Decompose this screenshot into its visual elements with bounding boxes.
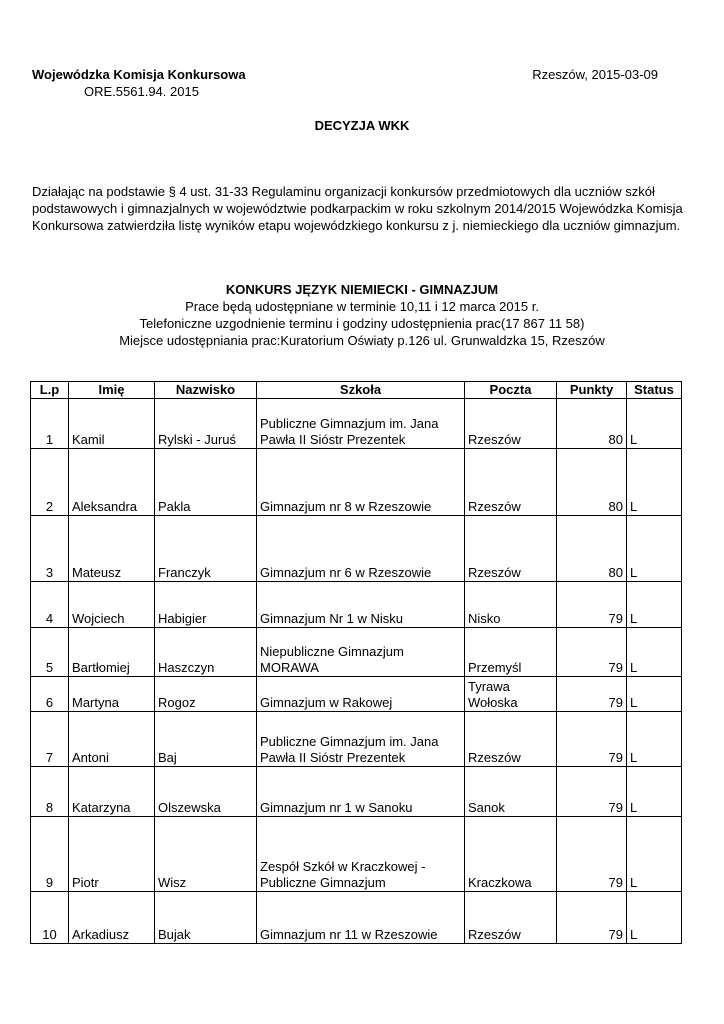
cell-status: L bbox=[627, 712, 682, 767]
cell-school: Gimnazjum Nr 1 w Nisku bbox=[257, 582, 465, 628]
place-and-date: Rzeszów, 2015-03-09 bbox=[532, 67, 658, 82]
cell-post: Tyrawa Wołoska bbox=[465, 677, 557, 712]
contest-info bbox=[0, 281, 724, 349]
table-row bbox=[31, 767, 682, 817]
table-row bbox=[31, 677, 682, 712]
header-points: Punkty bbox=[557, 382, 627, 399]
table-row bbox=[31, 449, 682, 516]
decision-title: DECYZJA WKK bbox=[314, 118, 410, 133]
intro-paragraph: Działając na podstawie § 4 ust. 31-33 Regulaminu organizacji konkursów przedmiotowych dla uczniów szkół podstawowych i gimnazjalnych w województwie podkarpackim w roku szkolnym 2014/2015 Wojewódzka Komisja Konkursowa zatwierdziła listę wyników etapu wojewódzkiego konkursu z j. niemieckiego dla uczniów gimnazjum. bbox=[32, 184, 683, 233]
cell-first-name: Katarzyna bbox=[69, 767, 155, 817]
cell-status: L bbox=[627, 449, 682, 516]
cell-first-name: Mateusz bbox=[69, 516, 155, 582]
cell-points: 79 bbox=[557, 712, 627, 767]
cell-points: 79 bbox=[557, 817, 627, 892]
cell-post: Przemyśl bbox=[465, 628, 557, 677]
cell-lp: 7 bbox=[31, 712, 69, 767]
cell-lp: 6 bbox=[31, 677, 69, 712]
cell-first-name: Wojciech bbox=[69, 582, 155, 628]
cell-first-name: Arkadiusz bbox=[69, 892, 155, 944]
cell-first-name: Aleksandra bbox=[69, 449, 155, 516]
table-row bbox=[31, 516, 682, 582]
table-header-row bbox=[31, 382, 682, 399]
cell-first-name: Piotr bbox=[69, 817, 155, 892]
table-row bbox=[31, 628, 682, 677]
cell-last-name: Olszewska bbox=[155, 767, 257, 817]
cell-lp: 9 bbox=[31, 817, 69, 892]
header-first-name: Imię bbox=[69, 382, 155, 399]
info-line-location: Miejsce udostępniania prac:Kuratorium Oświaty p.126 ul. Grunwaldzka 15, Rzeszów bbox=[119, 333, 605, 348]
results-table bbox=[30, 381, 682, 944]
cell-points: 79 bbox=[557, 677, 627, 712]
cell-status: L bbox=[627, 767, 682, 817]
reference-number: ORE.5561.94. 2015 bbox=[84, 84, 199, 99]
cell-lp: 5 bbox=[31, 628, 69, 677]
cell-first-name: Martyna bbox=[69, 677, 155, 712]
cell-points: 79 bbox=[557, 582, 627, 628]
cell-school: Gimnazjum nr 8 w Rzeszowie bbox=[257, 449, 465, 516]
cell-school: Gimnazjum w Rakowej bbox=[257, 677, 465, 712]
cell-school: Zespół Szkół w Kraczkowej - Publiczne Gimnazjum bbox=[257, 817, 465, 892]
cell-post: Sanok bbox=[465, 767, 557, 817]
cell-last-name: Pakla bbox=[155, 449, 257, 516]
contest-title: KONKURS JĘZYK NIEMIECKI - GIMNAZJUM bbox=[225, 282, 499, 297]
cell-lp: 2 bbox=[31, 449, 69, 516]
table-row bbox=[31, 582, 682, 628]
cell-first-name: Bartłomiej bbox=[69, 628, 155, 677]
cell-first-name: Antoni bbox=[69, 712, 155, 767]
cell-status: L bbox=[627, 677, 682, 712]
cell-post: Rzeszów bbox=[465, 399, 557, 449]
cell-post: Rzeszów bbox=[465, 516, 557, 582]
cell-school: Publiczne Gimnazjum im. Jana Pawła II Sióstr Prezentek bbox=[257, 712, 465, 767]
cell-post: Kraczkowa bbox=[465, 817, 557, 892]
cell-school: Gimnazjum nr 1 w Sanoku bbox=[257, 767, 465, 817]
cell-school: Gimnazjum nr 6 w Rzeszowie bbox=[257, 516, 465, 582]
cell-status: L bbox=[627, 516, 682, 582]
cell-school: Publiczne Gimnazjum im. Jana Pawła II Sióstr Prezentek bbox=[257, 399, 465, 449]
cell-status: L bbox=[627, 892, 682, 944]
cell-post: Rzeszów bbox=[465, 892, 557, 944]
cell-status: L bbox=[627, 628, 682, 677]
cell-lp: 3 bbox=[31, 516, 69, 582]
cell-post: Nisko bbox=[465, 582, 557, 628]
header-status: Status bbox=[627, 382, 682, 399]
cell-points: 79 bbox=[557, 892, 627, 944]
cell-lp: 10 bbox=[31, 892, 69, 944]
cell-last-name: Rylski - Juruś bbox=[155, 399, 257, 449]
table-row bbox=[31, 892, 682, 944]
cell-school: Niepubliczne Gimnazjum MORAWA bbox=[257, 628, 465, 677]
table-row bbox=[31, 817, 682, 892]
cell-points: 79 bbox=[557, 767, 627, 817]
info-line-dates: Prace będą udostępniane w terminie 10,11 i 12 marca 2015 r. bbox=[185, 299, 539, 314]
cell-status: L bbox=[627, 399, 682, 449]
header-school: Szkoła bbox=[257, 382, 465, 399]
header-lp: L.p bbox=[31, 382, 69, 399]
header-last-name: Nazwisko bbox=[155, 382, 257, 399]
cell-lp: 4 bbox=[31, 582, 69, 628]
cell-points: 80 bbox=[557, 399, 627, 449]
info-line-phone: Telefoniczne uzgodnienie terminu i godziny udostępnienia prac(17 867 11 58) bbox=[139, 316, 585, 331]
cell-lp: 1 bbox=[31, 399, 69, 449]
cell-lp: 8 bbox=[31, 767, 69, 817]
table-row bbox=[31, 399, 682, 449]
cell-points: 79 bbox=[557, 628, 627, 677]
cell-points: 80 bbox=[557, 516, 627, 582]
cell-last-name: Bujak bbox=[155, 892, 257, 944]
cell-last-name: Franczyk bbox=[155, 516, 257, 582]
cell-last-name: Haszczyn bbox=[155, 628, 257, 677]
cell-status: L bbox=[627, 817, 682, 892]
cell-last-name: Habigier bbox=[155, 582, 257, 628]
cell-first-name: Kamil bbox=[69, 399, 155, 449]
cell-school: Gimnazjum nr 11 w Rzeszowie bbox=[257, 892, 465, 944]
cell-post: Rzeszów bbox=[465, 712, 557, 767]
header-post: Poczta bbox=[465, 382, 557, 399]
cell-status: L bbox=[627, 582, 682, 628]
cell-points: 80 bbox=[557, 449, 627, 516]
cell-last-name: Rogoz bbox=[155, 677, 257, 712]
cell-last-name: Wisz bbox=[155, 817, 257, 892]
table-row bbox=[31, 712, 682, 767]
cell-post: Rzeszów bbox=[465, 449, 557, 516]
organization-name: Wojewódzka Komisja Konkursowa bbox=[32, 67, 246, 82]
cell-last-name: Baj bbox=[155, 712, 257, 767]
